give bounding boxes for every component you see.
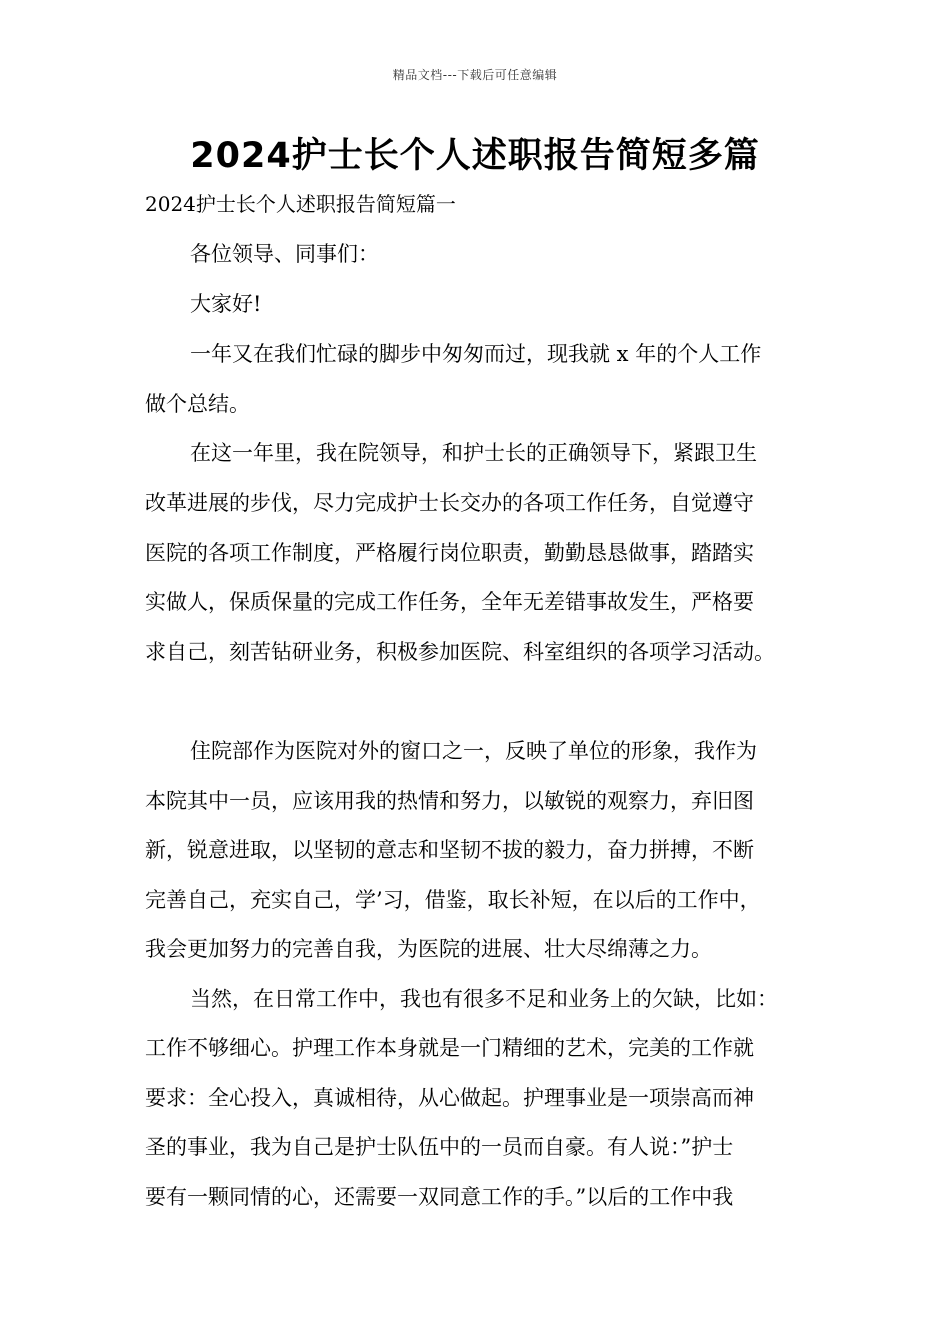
paragraph-line: 新，锐意进取，以坚韧的意志和坚韧不拔的毅力，奋力拼搏，不断	[145, 838, 754, 862]
section-title: 2024护士长个人述职报告简短篇一	[145, 192, 456, 216]
paragraph-line: 圣的事业，我为自己是护士队伍中的一员而自豪。有人说：”护士	[145, 1135, 734, 1159]
paragraph-line: 要有一颗同情的心，还需要一双同意工作的手。”以后的工作中我	[145, 1185, 734, 1209]
paragraph-line: 在这一年里，我在院领导，和护士长的正确领导下，紧跟卫生	[190, 441, 757, 465]
paragraph-line: 一年又在我们忙碌的脚步中匆匆而过，现我就 x 年的个人工作	[190, 342, 762, 366]
paragraph-line: 大家好!	[190, 292, 262, 316]
paragraph-line: 住院部作为医院对外的窗口之一，反映了单位的形象，我作为	[190, 739, 757, 763]
paragraph-line: 改革进展的步伐，尽力完成护士长交办的各项工作任务，自觉遵守	[145, 491, 754, 515]
paragraph-line: 当然，在日常工作中，我也有很多不足和业务上的欠缺，比如：	[190, 987, 778, 1011]
paragraph-line: 实做人，保质保量的完成工作任务，全年无差错事故发生，严格要	[145, 590, 754, 614]
paragraph-line: 医院的各项工作制度，严格履行岗位职责，勤勤恳恳做事，踏踏实	[145, 541, 754, 565]
paragraph-line: 本院其中一员，应该用我的热情和努力，以敏锐的观察力，弃旧图	[145, 789, 754, 813]
paragraph-line: 我会更加努力的完善自我，为医院的进展、壮大尽绵薄之力。	[145, 937, 712, 961]
document-title: 2024护士长个人述职报告简短多篇	[190, 136, 760, 176]
paragraph-line: 完善自己，充实自己，学’习，借鉴，取长补短，在以后的工作中，	[145, 888, 761, 912]
paragraph-line: 要求：全心投入，真诚相待，从心做起。护理事业是一项崇高而神	[145, 1086, 754, 1110]
page-header: 精品文档---下载后可任意编辑	[392, 68, 558, 82]
paragraph-line: 求自己，刻苦钻研业务，积极参加医院、科室组织的各项学习活动。	[145, 640, 775, 664]
paragraph-line: 工作不够细心。护理工作本身就是一门精细的艺术，完美的工作就	[145, 1036, 754, 1060]
paragraph-line: 各位领导、同事们：	[190, 242, 379, 266]
paragraph-line: 做个总结。	[145, 392, 250, 416]
